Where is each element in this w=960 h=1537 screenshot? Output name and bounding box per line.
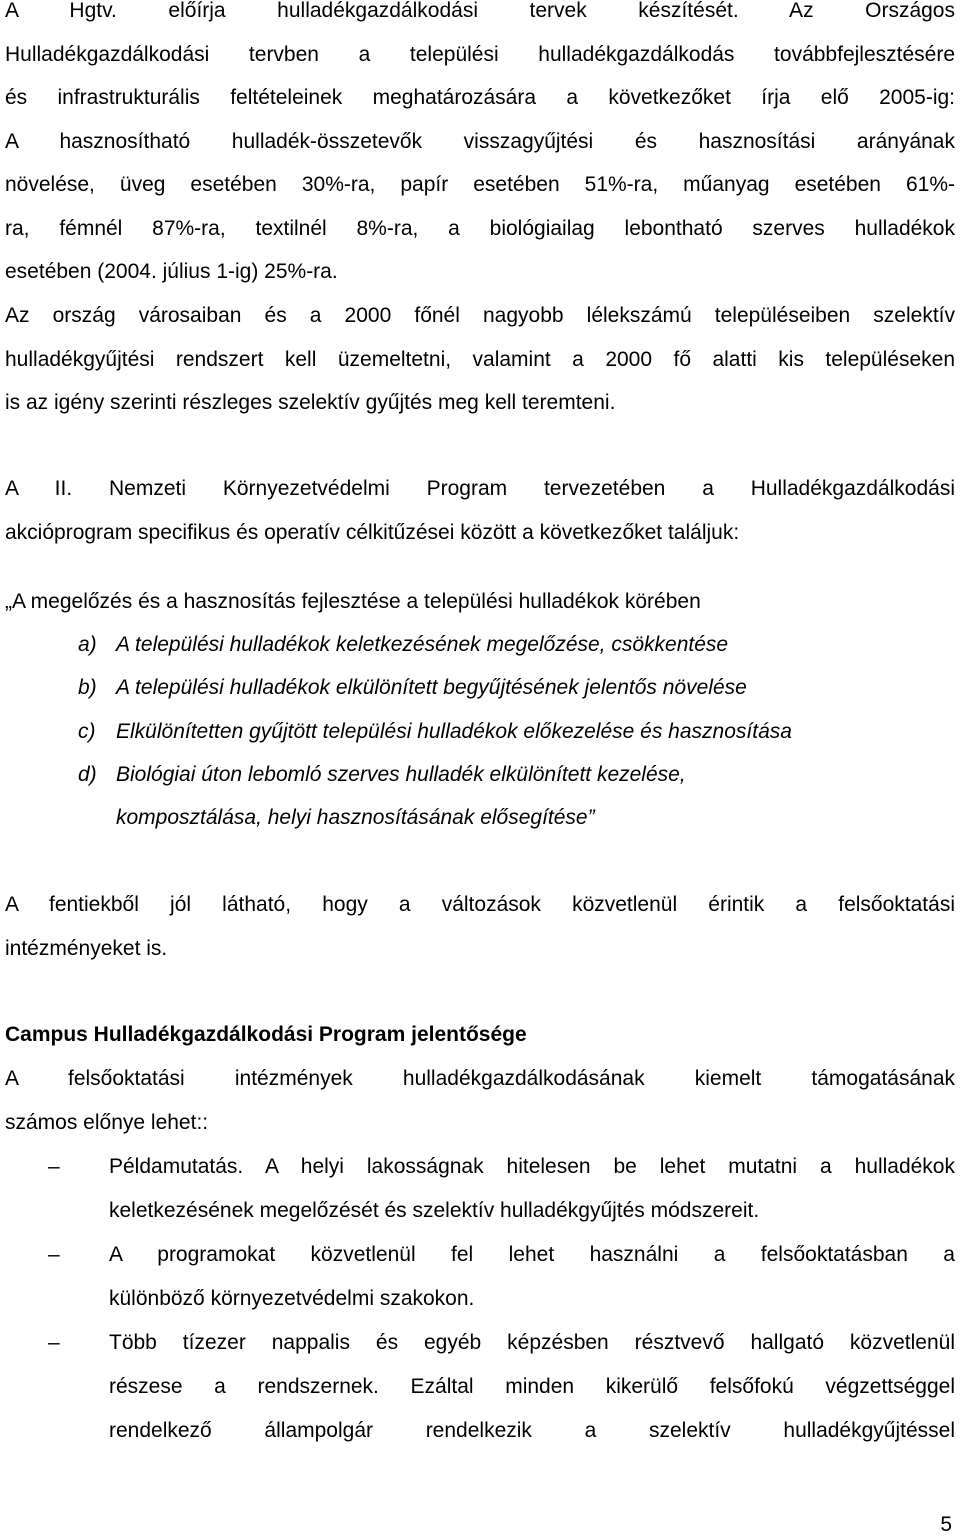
campus-paragraph xyxy=(5,1057,955,1144)
conclusion-line-1: A fentiekből jól látható, hogy a változások közvetlenül érintik a felsőoktatási xyxy=(5,893,955,916)
goal-text: A települési hulladékok elkülönített begyűjtésének jelentős növelése xyxy=(116,676,747,700)
intro-line-4: A hasznosítható hulladék-összetevők visszagyűjtési és hasznosítási arányának xyxy=(5,129,955,153)
goals-list xyxy=(78,623,956,839)
benefit-line: különböző környezetvédelmi szakokon. xyxy=(109,1287,475,1310)
goal-text: A települési hulladékok keletkezésének megelőzése, csökkentése xyxy=(116,633,729,656)
intro-line-5: növelése, üveg esetében 30%-ra, papír esetében 51%-ra, műanyag esetében 61%- xyxy=(5,173,955,196)
benefit-line: keletkezésének megelőzését és szelektív hulladékgyűjtés módszereit. xyxy=(109,1199,760,1222)
intro-line-6: ra, fémnél 87%-ra, textilnél 8%-ra, a biológiailag lebontható szerves hulladékok xyxy=(5,216,955,240)
goal-text: Elkülönítetten gyűjtött települési hulladékok előkezelése és hasznosítása xyxy=(116,719,792,743)
benefit-line: Példamutatás. A helyi lakosságnak hitelesen be lehet mutatni a hulladékok xyxy=(109,1155,955,1178)
dash-bullet: – xyxy=(48,1155,60,1178)
intro-line-7: esetében (2004. július 1-ig) 25%-ra. xyxy=(5,260,338,283)
goal-text: komposztálása, helyi hasznosításának elősegítése” xyxy=(116,806,595,830)
selective-line-1: Az ország városaiban és a 2000 főnél nagyobb lélekszámú településeiben szelektív xyxy=(5,304,955,327)
selective-line-3: is az igény szerinti részleges szelektív gyűjtés meg kell teremteni. xyxy=(5,391,616,414)
benefit-line: részese a rendszernek. Ezáltal minden kikerülő felsőfokú végzettséggel xyxy=(109,1375,955,1398)
benefit-item xyxy=(0,1233,955,1321)
goal-item xyxy=(78,623,956,666)
benefit-line: rendelkező állampolgár rendelkezik a szelektív hulladékgyűjtéssel xyxy=(109,1419,955,1442)
goal-letter: b) xyxy=(78,676,97,700)
intro-line-1: A Hgtv. előírja hulladékgazdálkodási tervek készítését. Az Országos xyxy=(5,0,955,22)
goal-letter: a) xyxy=(78,633,97,656)
conclusion-paragraph xyxy=(5,883,955,970)
intro-line-2: Hulladékgazdálkodási tervben a települési hulladékgazdálkodás továbbfejlesztésére xyxy=(5,42,955,66)
intro-paragraph xyxy=(5,0,955,294)
selective-line-2: hulladékgyűjtési rendszert kell üzemeltetni, valamint a 2000 fő alatti kis településeken xyxy=(5,347,955,371)
quote-title: „A megelőzés és a hasznosítás fejlesztése a települési hulladékok körében xyxy=(5,590,701,613)
conclusion-line-2: intézményeket is. xyxy=(5,936,168,960)
dash-bullet: – xyxy=(48,1331,60,1354)
dash-bullet: – xyxy=(48,1243,60,1266)
goal-item xyxy=(78,796,956,839)
goal-item xyxy=(78,710,956,753)
selective-collection-paragraph xyxy=(5,294,955,425)
benefit-item xyxy=(0,1321,955,1453)
program-paragraph xyxy=(5,467,955,554)
campus-line-1: A felsőoktatási intézmények hulladékgazdálkodásának kiemelt támogatásának xyxy=(5,1067,955,1090)
benefit-line: Több tízezer nappalis és egyéb képzésben résztvevő hallgató közvetlenül xyxy=(109,1331,955,1354)
benefit-item xyxy=(0,1145,955,1233)
campus-heading: Campus Hulladékgazdálkodási Program jelentősége xyxy=(5,1023,527,1046)
intro-line-3: és infrastrukturális feltételeinek meghatározására a következőket írja elő 2005-ig: xyxy=(5,86,955,109)
goal-item xyxy=(78,666,956,709)
benefit-line: A programokat közvetlenül fel lehet használni a felsőoktatásban a xyxy=(109,1243,955,1266)
goal-letter: c) xyxy=(78,719,96,743)
page-number: 5 xyxy=(940,1513,952,1536)
benefits-list xyxy=(0,1145,955,1453)
program-line-1: A II. Nemzeti Környezetvédelmi Program tervezetében a Hulladékgazdálkodási xyxy=(5,477,955,500)
goal-letter xyxy=(78,796,116,839)
goal-text: Biológiai úton lebomló szerves hulladék elkülönített kezelése, xyxy=(116,762,686,786)
program-line-2: akcióprogram specifikus és operatív célkitűzései között a következőket találjuk: xyxy=(5,520,740,544)
goal-item xyxy=(78,753,956,796)
campus-line-2: számos előnye lehet:: xyxy=(5,1110,209,1134)
goal-letter: d) xyxy=(78,762,97,786)
